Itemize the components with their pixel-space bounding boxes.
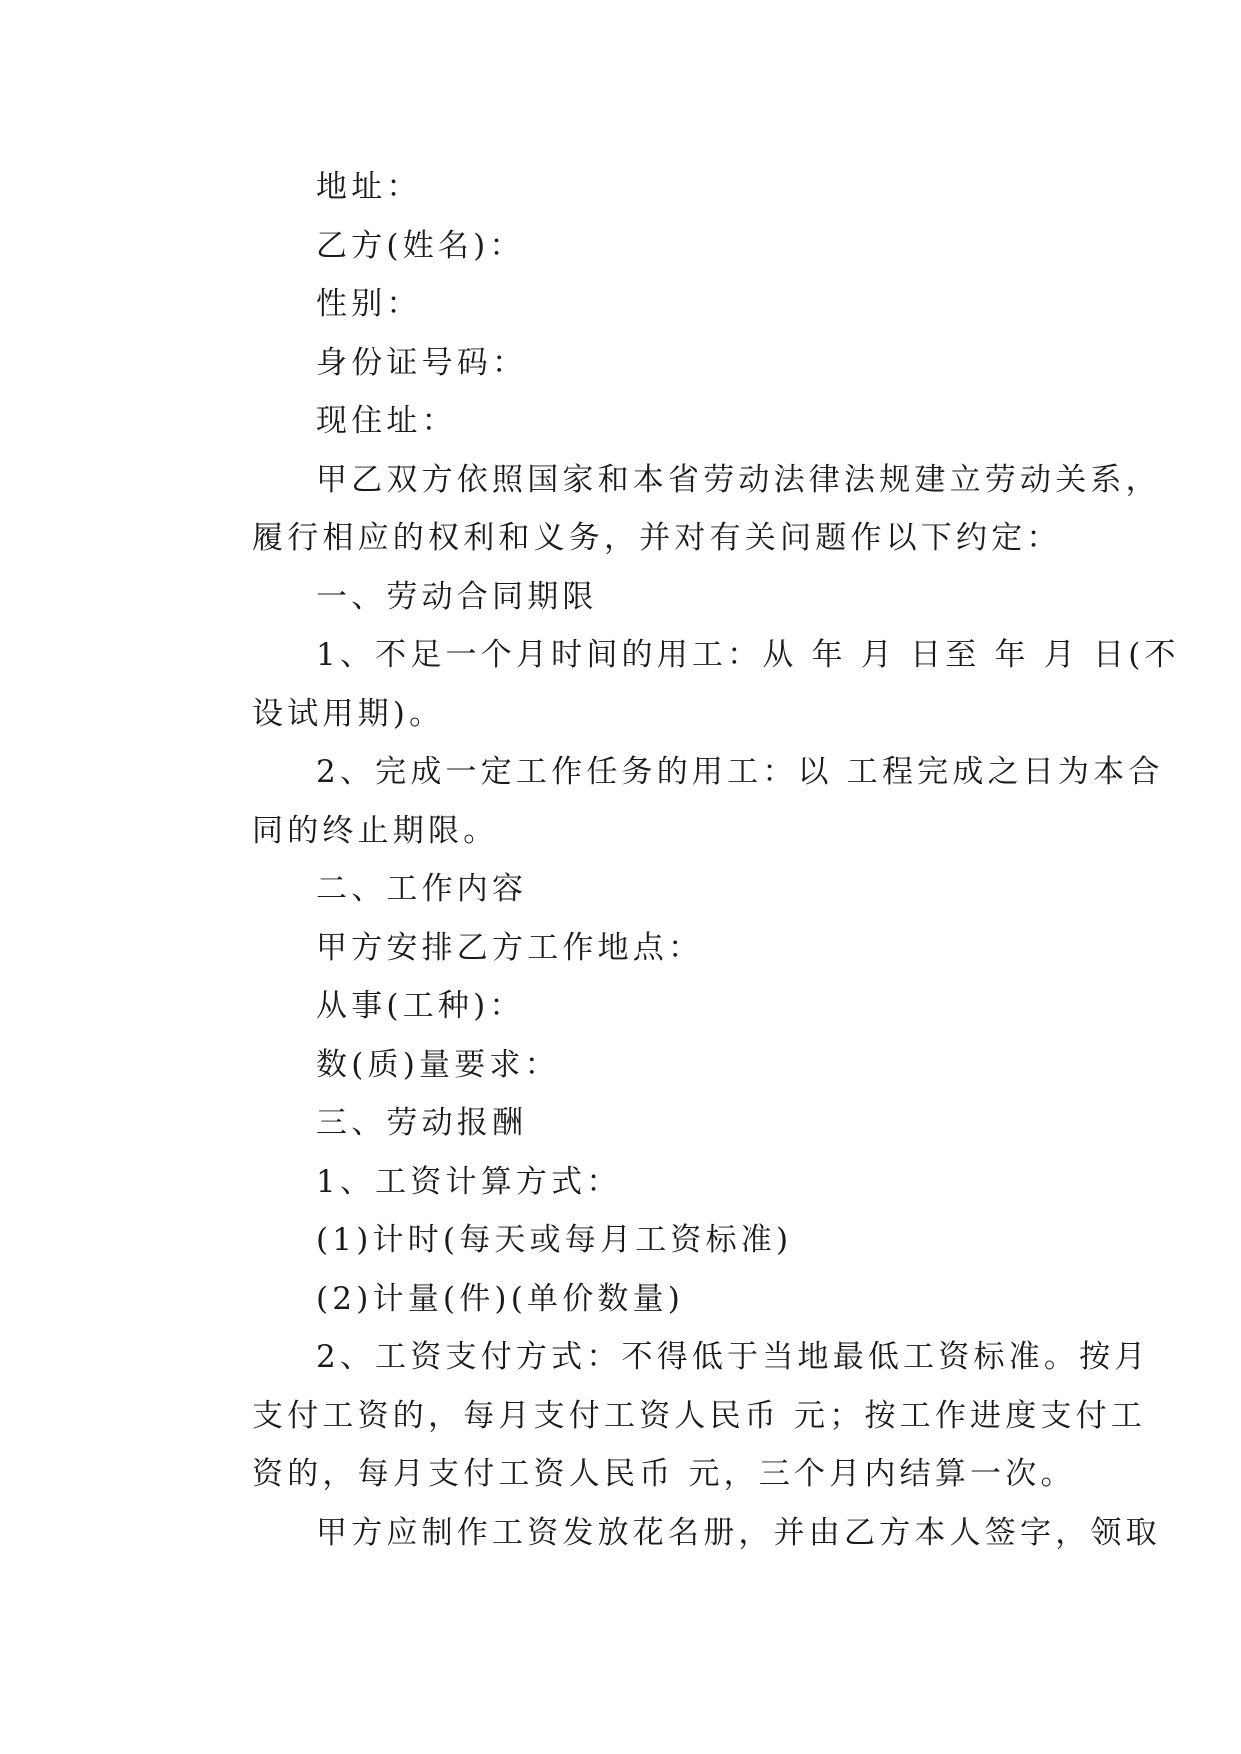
section-heading: 三、劳动报酬: [316, 1105, 528, 1141]
section-2-heading: [188, 860, 1056, 919]
section-heading: 一、劳动合同期限: [316, 578, 598, 615]
party-b-name-line: [188, 217, 1056, 276]
payroll-roster-paragraph: [188, 1504, 1161, 1563]
section-1-heading: [188, 568, 1056, 627]
section-3-heading: [188, 1094, 1056, 1153]
paragraph-line: 现住址：: [316, 403, 457, 439]
wage-calc-method-line: [188, 1153, 1056, 1212]
paragraph-line: 甲方安排乙方工作地点：: [316, 929, 704, 966]
current-address-line: [188, 392, 1056, 451]
paragraph-line: 设试用期)。: [252, 695, 445, 732]
paragraph-line: 地址：: [316, 169, 422, 205]
paragraph-line: 数(质)量要求：: [316, 1046, 560, 1083]
paragraph-line: 履行相应的权利和义务，并对有关问题作以下约定：: [252, 520, 1062, 556]
preamble-paragraph: [188, 451, 1161, 568]
paragraph-line: 身份证号码：: [316, 344, 528, 381]
paragraph-line: 从事(工种)：: [316, 988, 525, 1024]
section-1-item-1: [188, 626, 1180, 743]
document-body: [188, 158, 1180, 1562]
paragraph-line: 资的，每月支付工资人民币 元，三个月内结算一次。: [252, 1456, 1076, 1492]
wage-calc-time-line: [188, 1211, 1056, 1270]
quantity-quality-line: [188, 1036, 1056, 1095]
paragraph-line: 乙方(姓名)：: [316, 227, 525, 264]
paragraph-line: (2)计量(件)(单价数量): [316, 1280, 685, 1317]
paragraph-line: 甲方应制作工资发放花名册，并由乙方本人签字，领取: [316, 1514, 1161, 1551]
paragraph-line: 性别：: [316, 286, 422, 322]
wage-payment-method-paragraph: [188, 1328, 1150, 1504]
work-location-line: [188, 919, 1056, 978]
wage-calc-piece-line: [188, 1270, 1056, 1329]
job-type-line: [188, 977, 1056, 1036]
address-line: [188, 158, 1056, 217]
id-number-line: [188, 334, 1056, 393]
paragraph-line: 支付工资的，每月支付工资人民币 元；按工作进度支付工: [252, 1397, 1147, 1434]
paragraph-line: 同的终止期限。: [252, 812, 499, 849]
section-1-item-2: [188, 743, 1164, 860]
section-heading: 二、工作内容: [316, 871, 528, 907]
paragraph-line: 2、完成一定工作任务的用工：以 工程完成之日为本合: [316, 754, 1164, 790]
paragraph-line: 1、工资计算方式：: [316, 1163, 622, 1200]
paragraph-line: 甲乙双方依照国家和本省劳动法律法规建立劳动关系，: [316, 461, 1161, 498]
paragraph-line: 1、不足一个月时间的用工：从 年 月 日至 年 月 日(不: [316, 637, 1180, 673]
gender-line: [188, 275, 1056, 334]
paragraph-line: 2、工资支付方式：不得低于当地最低工资标准。按月: [316, 1339, 1150, 1375]
paragraph-line: (1)计时(每天或每月工资标准): [316, 1222, 793, 1258]
